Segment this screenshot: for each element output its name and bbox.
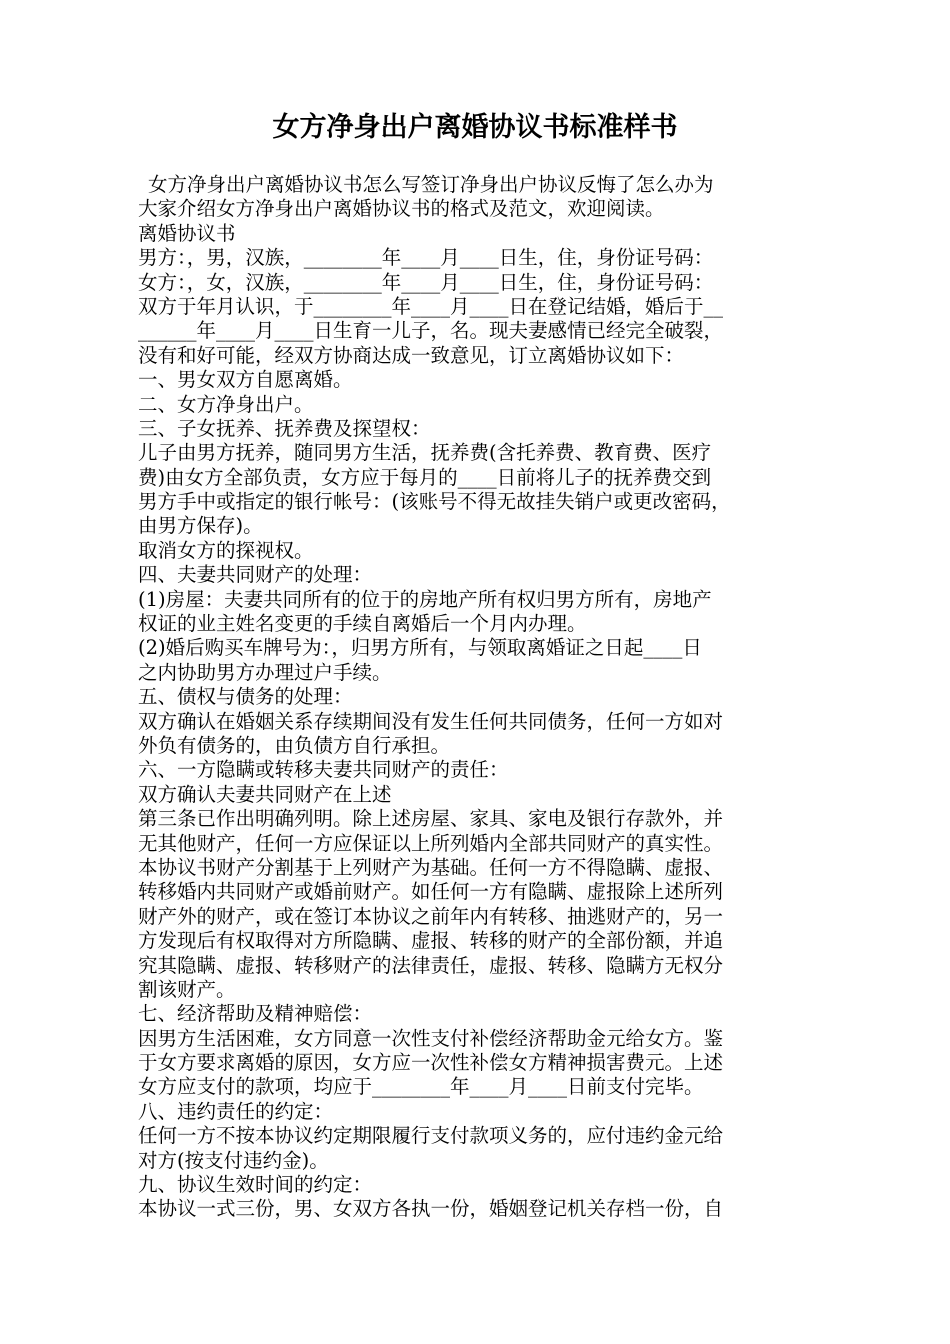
- document-line: 外负有债务的，由负债方自行承担。: [138, 733, 451, 757]
- document-line: 由男方保存)。: [138, 514, 263, 538]
- document-body: [138, 173, 828, 1222]
- document-line: 究其隐瞒、虚报、转移财产的法律责任，虚报、转移、隐瞒方无权分: [138, 953, 724, 977]
- document-line: 双方于年月认识，于________年____月____日在登记结婚，婚后于__: [138, 294, 724, 318]
- document-line: 对方(按支付违约金)。: [138, 1148, 329, 1172]
- document-line: 因男方生活困难，女方同意一次性支付补偿经济帮助金元给女方。鉴: [138, 1026, 724, 1050]
- document-line: 双方确认夫妻共同财产在上述: [138, 782, 392, 806]
- document-line: 男方：，男，汉族，________年____月____日生，住，身份证号码：: [138, 246, 714, 270]
- document-line: 双方确认在婚姻关系存续期间没有发生任何共同债务，任何一方如对: [138, 709, 724, 733]
- document-line: 于女方要求离婚的原因，女方应一次性补偿女方精神损害费元。上述: [138, 1051, 724, 1075]
- document-line: 之内协助男方办理过户手续。: [138, 660, 392, 684]
- document-line: 任何一方不按本协议约定期限履行支付款项义务的，应付违约金元给: [138, 1124, 724, 1148]
- document-line: 转移婚内共同财产或婚前财产。如任何一方有隐瞒、虚报除上述所列: [138, 880, 724, 904]
- document-line: 无其他财产，任何一方应保证以上所列婚内全部共同财产的真实性。: [138, 831, 724, 855]
- document-line: 方发现后有权取得对方所隐瞒、虚报、转移的财产的全部份额，并追: [138, 929, 724, 953]
- document-line: 取消女方的探视权。: [138, 538, 314, 562]
- document-line: 儿子由男方抚养，随同男方生活，抚养费(含托养费、教育费、医疗: [138, 441, 712, 465]
- document-line: 女方：，女，汉族，________年____月____日生，住，身份证号码：: [138, 270, 714, 294]
- document-line: 男方手中或指定的银行帐号：(该账号不得无故挂失销户或更改密码，: [138, 490, 731, 514]
- document-line: 四、夫妻共同财产的处理：: [138, 563, 373, 587]
- document-line: 女方应支付的款项，均应于________年____月____日前支付完毕。: [138, 1075, 704, 1099]
- document-line: (1)房屋：夫妻共同所有的位于的房地产所有权归男方所有，房地产: [138, 587, 712, 611]
- document-line: 二、女方净身出户。: [138, 392, 314, 416]
- document-line: 七、经济帮助及精神赔偿：: [138, 1002, 373, 1026]
- document-line: 本协议一式三份，男、女双方各执一份，婚姻登记机关存档一份，自: [138, 1197, 724, 1221]
- document-line: 六、一方隐瞒或转移夫妻共同财产的责任：: [138, 758, 509, 782]
- document-line: 没有和好可能，经双方协商达成一致意见，订立离婚协议如下：: [138, 343, 685, 367]
- document-line: 本协议书财产分割基于上列财产为基础。任何一方不得隐瞒、虚报、: [138, 855, 724, 879]
- document-line: 五、债权与债务的处理：: [138, 685, 353, 709]
- document-line: 离婚协议书: [138, 221, 236, 245]
- document-line: 三、子女抚养、抚养费及探望权：: [138, 416, 431, 440]
- document-line: (2)婚后购买车牌号为：，归男方所有，与领取离婚证之日起____日: [138, 636, 702, 660]
- document-line: 大家介绍女方净身出户离婚协议书的格式及范文，欢迎阅读。: [138, 197, 665, 221]
- document-line: 权证的业主姓名变更的手续自离婚后一个月内办理。: [138, 612, 587, 636]
- document-title: 女方净身出户离婚协议书标准样书: [272, 112, 678, 143]
- document-line: 九、协议生效时间的约定：: [138, 1173, 373, 1197]
- document-line: 一、男女双方自愿离婚。: [138, 368, 353, 392]
- document-line: 费)由女方全部负责，女方应于每月的____日前将儿子的抚养费交到: [138, 465, 712, 489]
- document-line: ______年____月____日生育一儿子，名。现夫妻感情已经完全破裂，: [138, 319, 724, 343]
- document-line: 财产外的财产，或在签订本协议之前年内有转移、抽逃财产的，另一: [138, 904, 724, 928]
- document-line: 八、违约责任的约定：: [138, 1099, 334, 1123]
- document-line: 割该财产。: [138, 977, 236, 1001]
- document-line: 女方净身出户离婚协议书怎么写签订净身出户协议反悔了怎么办为: [148, 173, 714, 196]
- document-line: 第三条已作出明确列明。除上述房屋、家具、家电及银行存款外，并: [138, 807, 724, 831]
